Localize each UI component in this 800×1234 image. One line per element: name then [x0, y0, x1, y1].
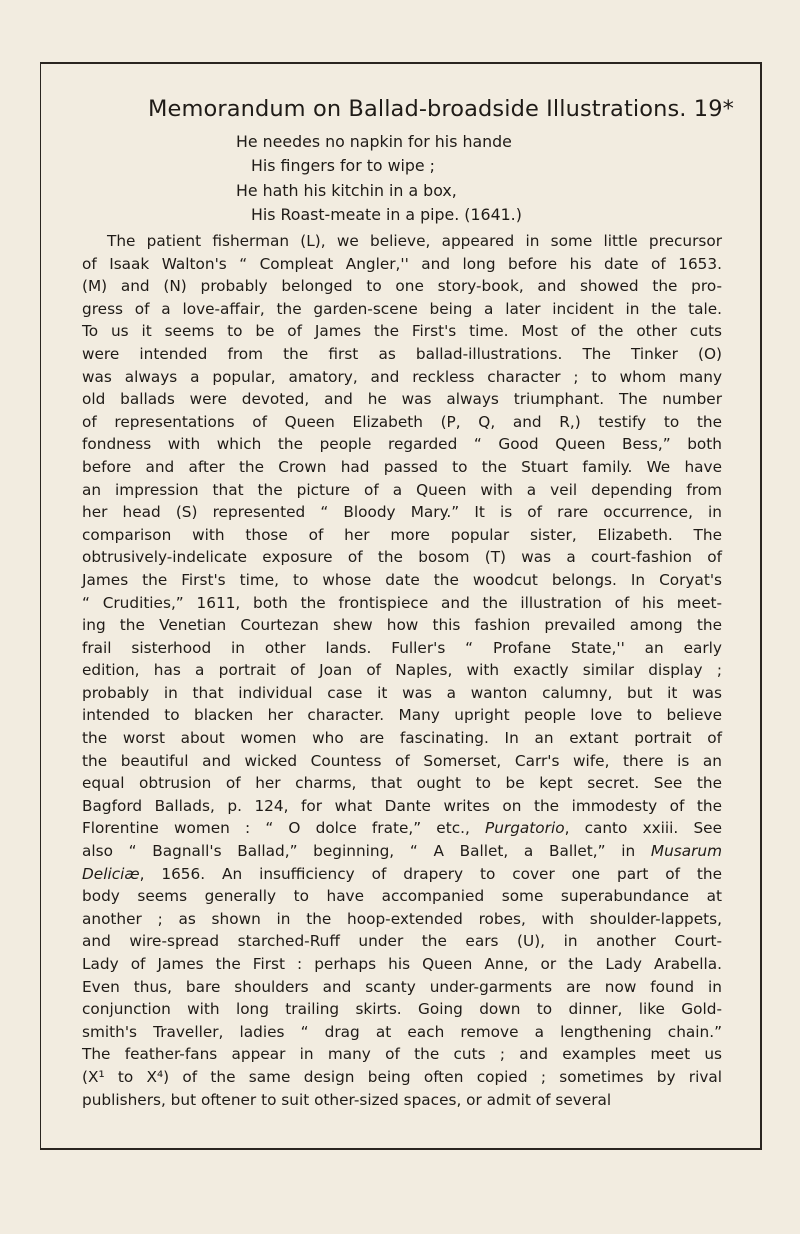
text-line: comparison with those of her more popular sister, Elizabeth. The [82, 525, 722, 544]
text-line: were intended from the first as ballad-illustrations. The Tinker (O) [82, 344, 722, 363]
text-line: James the First's time, to whose date the woodcut belongs. In Coryat's [82, 570, 722, 589]
text-line: edition, has a portrait of Joan of Naples, with exactly similar display ; [82, 661, 722, 680]
text-line: frail sisterhood in other lands. Fuller's “ Profane State,'' an early [82, 638, 722, 657]
verse-line: He hath his kitchin in a box, [236, 180, 457, 200]
text-line: smith's Traveller, ladies “ drag at each remove a lengthening chain.” [82, 1022, 722, 1041]
text-line: another ; as shown in the hoop-extended robes, with shoulder-lappets, [82, 909, 722, 928]
text-line: Bagford Ballads, p. 124, for what Dante writes on the immodesty of the [82, 796, 722, 815]
text-line: Florentine women : “ O dolce frate,” etc., Purgatorio, canto xxiii. See [82, 819, 722, 838]
text-line: (X¹ to X⁴) of the same design being often copied ; sometimes by rival [82, 1067, 722, 1086]
text-line: Even thus, bare shoulders and scanty under-garments are now found in [82, 977, 722, 996]
text-line: the worst about women who are fascinating. In an extant portrait of [82, 729, 722, 748]
text-line: gress of a love-affair, the garden-scene being a later incident in the tale. [82, 299, 722, 318]
text-line: old ballads were devoted, and he was always triumphant. The number [82, 390, 722, 409]
text-line: conjunction with long trailing skirts. Going down to dinner, like Gold- [82, 1000, 722, 1019]
text-line: probably in that individual case it was a wanton calumny, but it was [82, 683, 722, 702]
body-paragraph [82, 230, 722, 1111]
text-line: Lady of James the First : perhaps his Queen Anne, or the Lady Arabella. [82, 955, 722, 973]
text-line: the beautiful and wicked Countess of Somerset, Carr's wife, there is an [82, 751, 722, 770]
text-line: (M) and (N) probably belonged to one story-book, and showed the pro- [82, 277, 722, 296]
text-line: ing the Venetian Courtezan shew how this fashion prevailed among the [82, 616, 722, 635]
text-line: of Isaak Walton's “ Compleat Angler,'' and long before his date of 1653. [82, 254, 722, 273]
text-line: her head (S) represented “ Bloody Mary.” It is of rare occurrence, in [82, 503, 722, 522]
text-line: also “ Bagnall's Ballad,” beginning, “ A Ballet, a Ballet,” in Musarum [82, 842, 722, 861]
text-line: The patient fisherman (L), we believe, appeared in some little precursor [107, 232, 722, 250]
text-line: and wire-spread starched-Ruff under the ears (U), in another Court- [82, 932, 722, 951]
verse-quotation [236, 130, 522, 227]
verse-line: His fingers for to wipe ; [251, 156, 435, 176]
text-line: Deliciæ, 1656. An insufficiency of drapery to cover one part of the [82, 864, 722, 883]
text-line: To us it seems to be of James the First's time. Most of the other cuts [82, 322, 722, 341]
text-line: of representations of Queen Elizabeth (P, Q, and R,) testify to the [82, 412, 722, 431]
text-line: publishers, but oftener to suit other-sized spaces, or admit of several [82, 1090, 612, 1109]
text-line: fondness with which the people regarded “ Good Queen Bess,” both [82, 435, 722, 454]
text-line: equal obtrusion of her charms, that ought to be kept secret. See the [82, 774, 722, 793]
text-line: body seems generally to have accompanied some superabundance at [82, 887, 722, 906]
text-line: obtrusively-indelicate exposure of the bosom (T) was a court-fashion of [82, 548, 722, 567]
running-head: Memorandum on Ballad-broadside Illustrations. 19* [148, 96, 734, 122]
verse-line: He needes no napkin for his hande [236, 132, 512, 151]
text-line: before and after the Crown had passed to the Stuart family. We have [82, 457, 722, 476]
text-line: The feather-fans appear in many of the cuts ; and examples meet us [82, 1045, 722, 1064]
text-line: an impression that the picture of a Queen with a veil depending from [82, 480, 722, 499]
text-line: was always a popular, amatory, and reckless character ; to whom many [82, 367, 722, 386]
text-line: “ Crudities,” 1611, both the frontispiece and the illustration of his meet- [82, 593, 722, 612]
verse-line: His Roast-meate in a pipe. (1641.) [251, 204, 522, 224]
text-line: intended to blacken her character. Many upright people love to believe [82, 706, 722, 725]
